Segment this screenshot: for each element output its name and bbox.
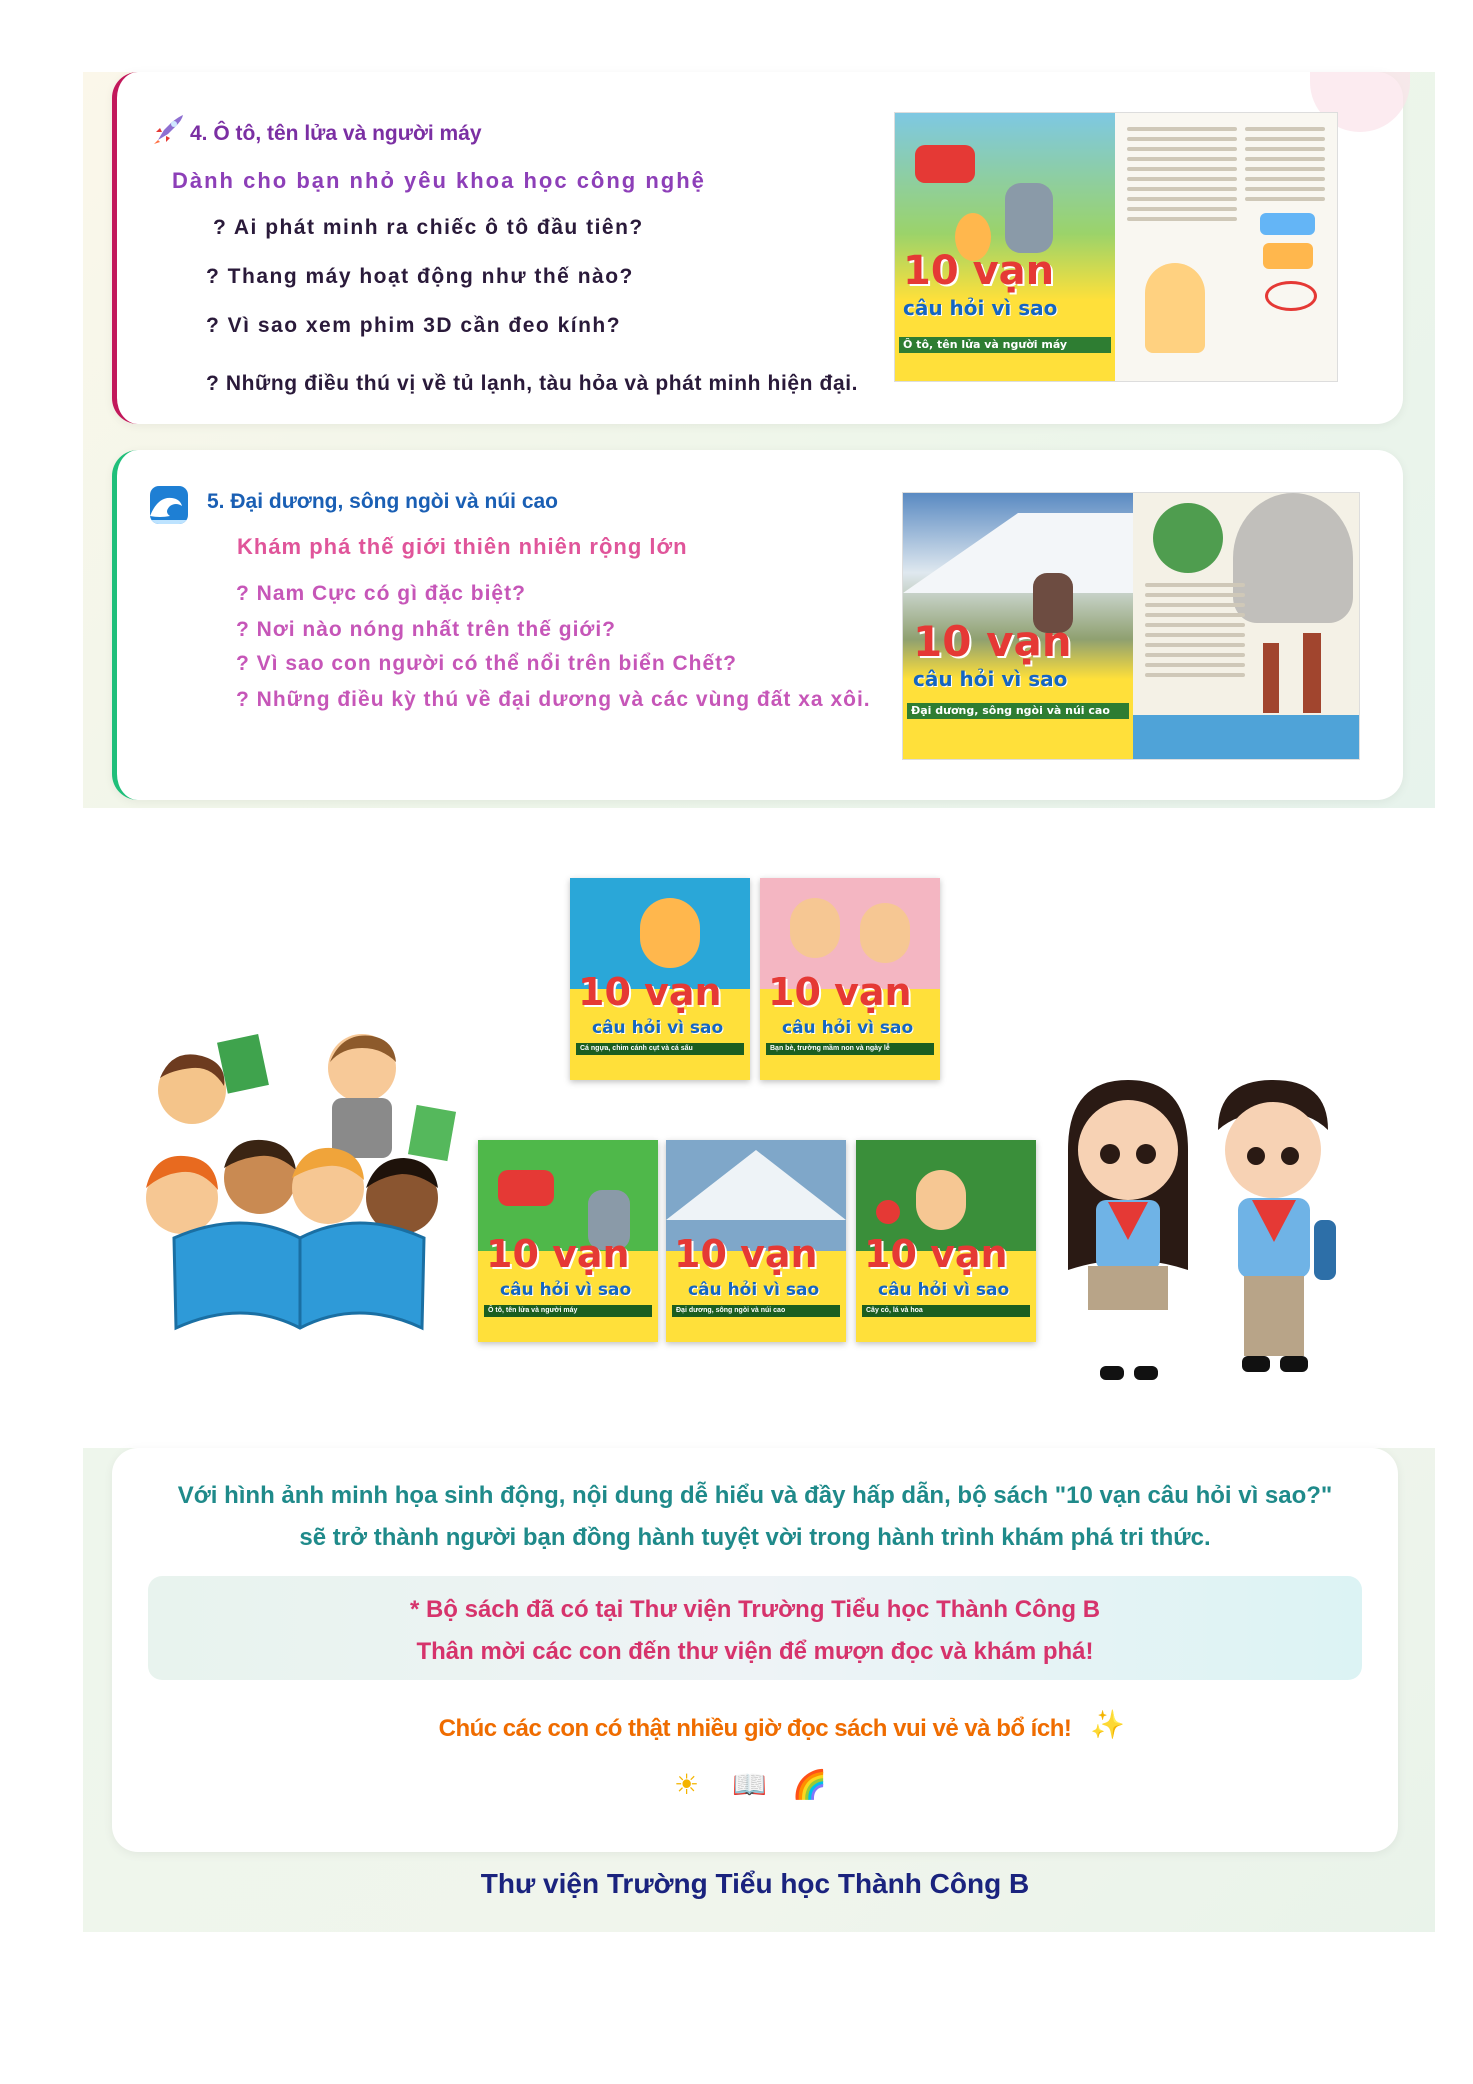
book-inner-page (1133, 493, 1359, 759)
rainbow-icon: 🌈 (792, 1768, 827, 1801)
availability-text: Thân mời các con đến thư viện để mượn đọc và khám phá! (416, 1638, 1094, 1665)
wish-text: Chúc các con có thật nhiều giờ đọc sách vui vẻ và bổ ích! (438, 1715, 1072, 1742)
book-icon: 📖 (732, 1768, 767, 1801)
sparkle-icon: ✨ (1090, 1708, 1125, 1741)
question-item: ? Nơi nào nóng nhất trên thế giới? (236, 618, 616, 641)
question-item: ? Thang máy hoạt động như thế nào? (206, 265, 634, 288)
section-title: 5. Đại dương, sông ngòi và núi cao (207, 490, 559, 513)
book-cover: 10 vạn câu hỏi vì sao Ô tô, tên lửa và người máy (478, 1140, 658, 1342)
students-illustration (1048, 1070, 1348, 1400)
intro-text-line: Với hình ảnh minh họa sinh động, nội dung dễ hiểu và đầy hấp dẫn, bộ sách "10 vạn câu hỏi vì sao?" (177, 1482, 1333, 1509)
section-subtitle: Dành cho bạn nhỏ yêu khoa học công nghệ (172, 168, 706, 193)
book-cover: 10 vạn câu hỏi vì sao Đại dương, sông ngòi và núi cao (666, 1140, 846, 1342)
wave-icon (150, 486, 188, 524)
book-spread-image (894, 112, 1338, 382)
question-item: ? Những điều thú vị về tủ lạnh, tàu hỏa và phát minh hiện đại. (206, 372, 859, 395)
section-subtitle: Khám phá thế giới thiên nhiên rộng lớn (237, 534, 688, 559)
intro-text-line: sẽ trở thành người bạn đồng hành tuyệt vời trong hành trình khám phá tri thức. (299, 1524, 1211, 1551)
question-item: ? Ai phát minh ra chiếc ô tô đầu tiên? (213, 216, 644, 239)
sun-icon: ☀ (674, 1768, 700, 1801)
book-spread-image (902, 492, 1360, 760)
book-cover: 10 vạn câu hỏi vì sao Đại dương, sông ngòi và núi cao (903, 493, 1133, 759)
kids-reading-illustration (132, 1028, 468, 1338)
question-item: ? Những điều kỳ thú về đại dương và các vùng đất xa xôi. (236, 688, 871, 711)
section-title: 4. Ô tô, tên lửa và người máy (190, 122, 482, 145)
book-cover: 10 vạn câu hỏi vì sao Bạn bè, trường mầm non và ngày lễ (760, 878, 940, 1080)
book-inner-page (1115, 113, 1337, 381)
book-cover: 10 vạn câu hỏi vì sao Ô tô, tên lửa và người máy (895, 113, 1115, 381)
availability-text: * Bộ sách đã có tại Thư viện Trường Tiểu học Thành Công B (409, 1596, 1101, 1623)
book-cover: 10 vạn câu hỏi vì sao Cá ngựa, chim cánh cụt và cá sấu (570, 878, 750, 1080)
rocket-icon (150, 112, 186, 148)
footer-library-name: Thư viện Trường Tiểu học Thành Công B (480, 1868, 1030, 1899)
question-item: ? Nam Cực có gì đặc biệt? (236, 582, 526, 605)
question-item: ? Vì sao xem phim 3D cần đeo kính? (206, 314, 622, 337)
book-cover: 10 vạn câu hỏi vì sao Cây cỏ, lá và hoa (856, 1140, 1036, 1342)
question-item: ? Vì sao con người có thể nổi trên biển Chết? (236, 652, 737, 675)
